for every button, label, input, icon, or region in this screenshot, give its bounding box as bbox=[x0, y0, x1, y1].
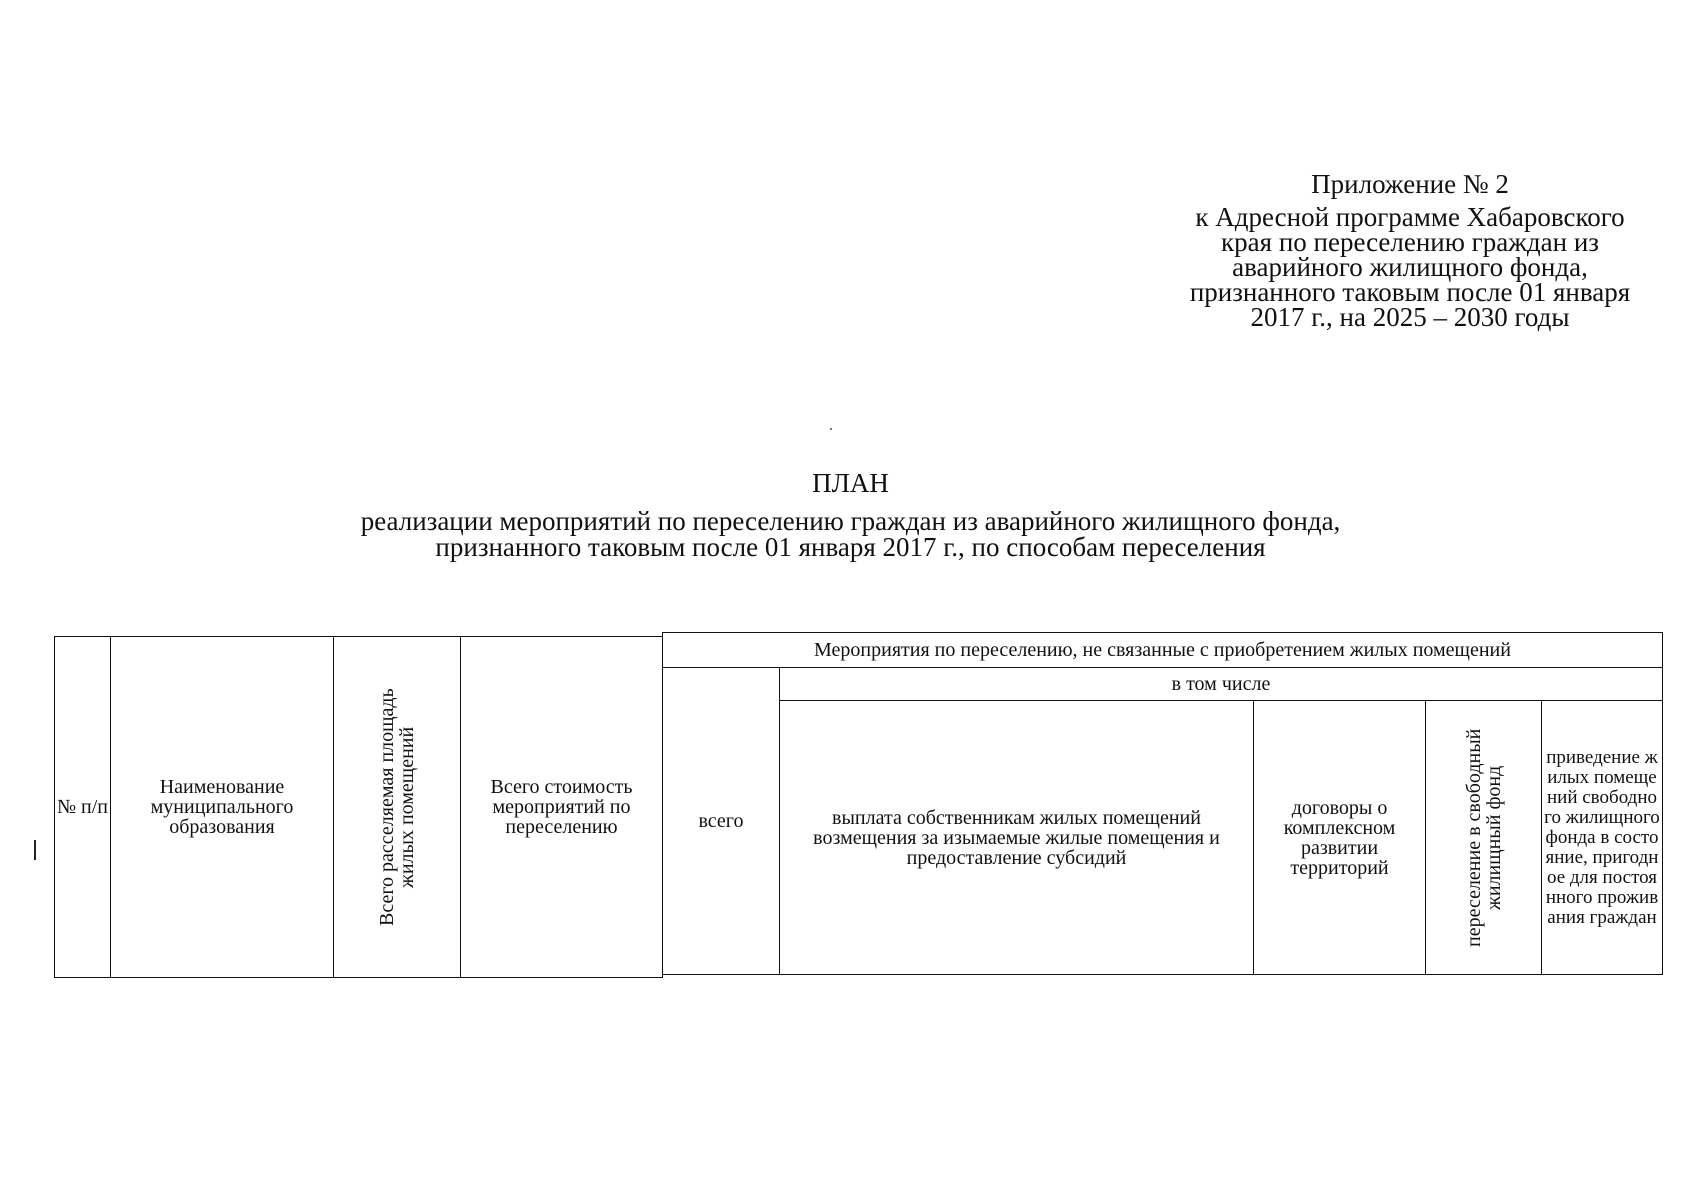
appendix-line: края по переселению граждан из bbox=[1221, 227, 1599, 257]
header-total bbox=[662, 667, 780, 975]
header-bringing-to-condition-text: приведение жилых помещений свободного жилищного фонда в состояние, пригодное для постоянного проживания граждан bbox=[1544, 746, 1660, 928]
header-total-area bbox=[333, 636, 461, 978]
header-group-title bbox=[662, 632, 1663, 668]
plan-title: ПЛАН bbox=[812, 468, 889, 498]
header-number-text: № п/п bbox=[56, 796, 109, 818]
header-including bbox=[779, 667, 1663, 701]
header-group-title-text: Мероприятия по переселению, не связанные с приобретением жилых помещений bbox=[814, 639, 1511, 661]
header-number bbox=[54, 636, 111, 978]
appendix-line: 2017 г., на 2025 – 2030 годы bbox=[1250, 302, 1570, 332]
appendix-line: аварийного жилищного фонда, bbox=[1232, 252, 1588, 282]
header-total-cost-text: Всего стоимость мероприятий по переселению bbox=[490, 776, 633, 838]
header-complex-development-text: договоры о комплексном развитии территорий bbox=[1283, 796, 1396, 879]
header-free-fund bbox=[1425, 700, 1542, 975]
appendix-title: Приложение № 2 bbox=[1311, 169, 1509, 199]
header-total-area-text: Всего расселяемая площадь жилых помещений bbox=[376, 688, 418, 926]
plan-subtitle-line: признанного таковым после 01 января 2017 г., по способам переселения bbox=[435, 532, 1266, 562]
header-municipality-text: Наименование муниципального образования bbox=[150, 776, 294, 838]
header-complex-development bbox=[1253, 700, 1426, 975]
header-compensation-text: выплата собственникам жилых помещений возмещения за изымаемые жилые помещения и предоставление субсидий bbox=[813, 806, 1220, 869]
header-compensation bbox=[779, 700, 1254, 975]
plan-subtitle-line: реализации мероприятий по переселению граждан из аварийного жилищного фонда, bbox=[360, 506, 1341, 536]
appendix-line: к Адресной программе Хабаровского bbox=[1195, 202, 1625, 232]
header-total-cost bbox=[460, 636, 663, 978]
header-free-fund-text: переселение в свободный жилищный фонд bbox=[1462, 728, 1505, 947]
header-municipality bbox=[110, 636, 334, 978]
header-including-text: в том числе bbox=[1171, 673, 1271, 695]
header-bringing-to-condition bbox=[1541, 700, 1663, 975]
header-total-text: всего bbox=[698, 810, 744, 832]
appendix-line: признанного таковым после 01 января bbox=[1189, 277, 1631, 307]
